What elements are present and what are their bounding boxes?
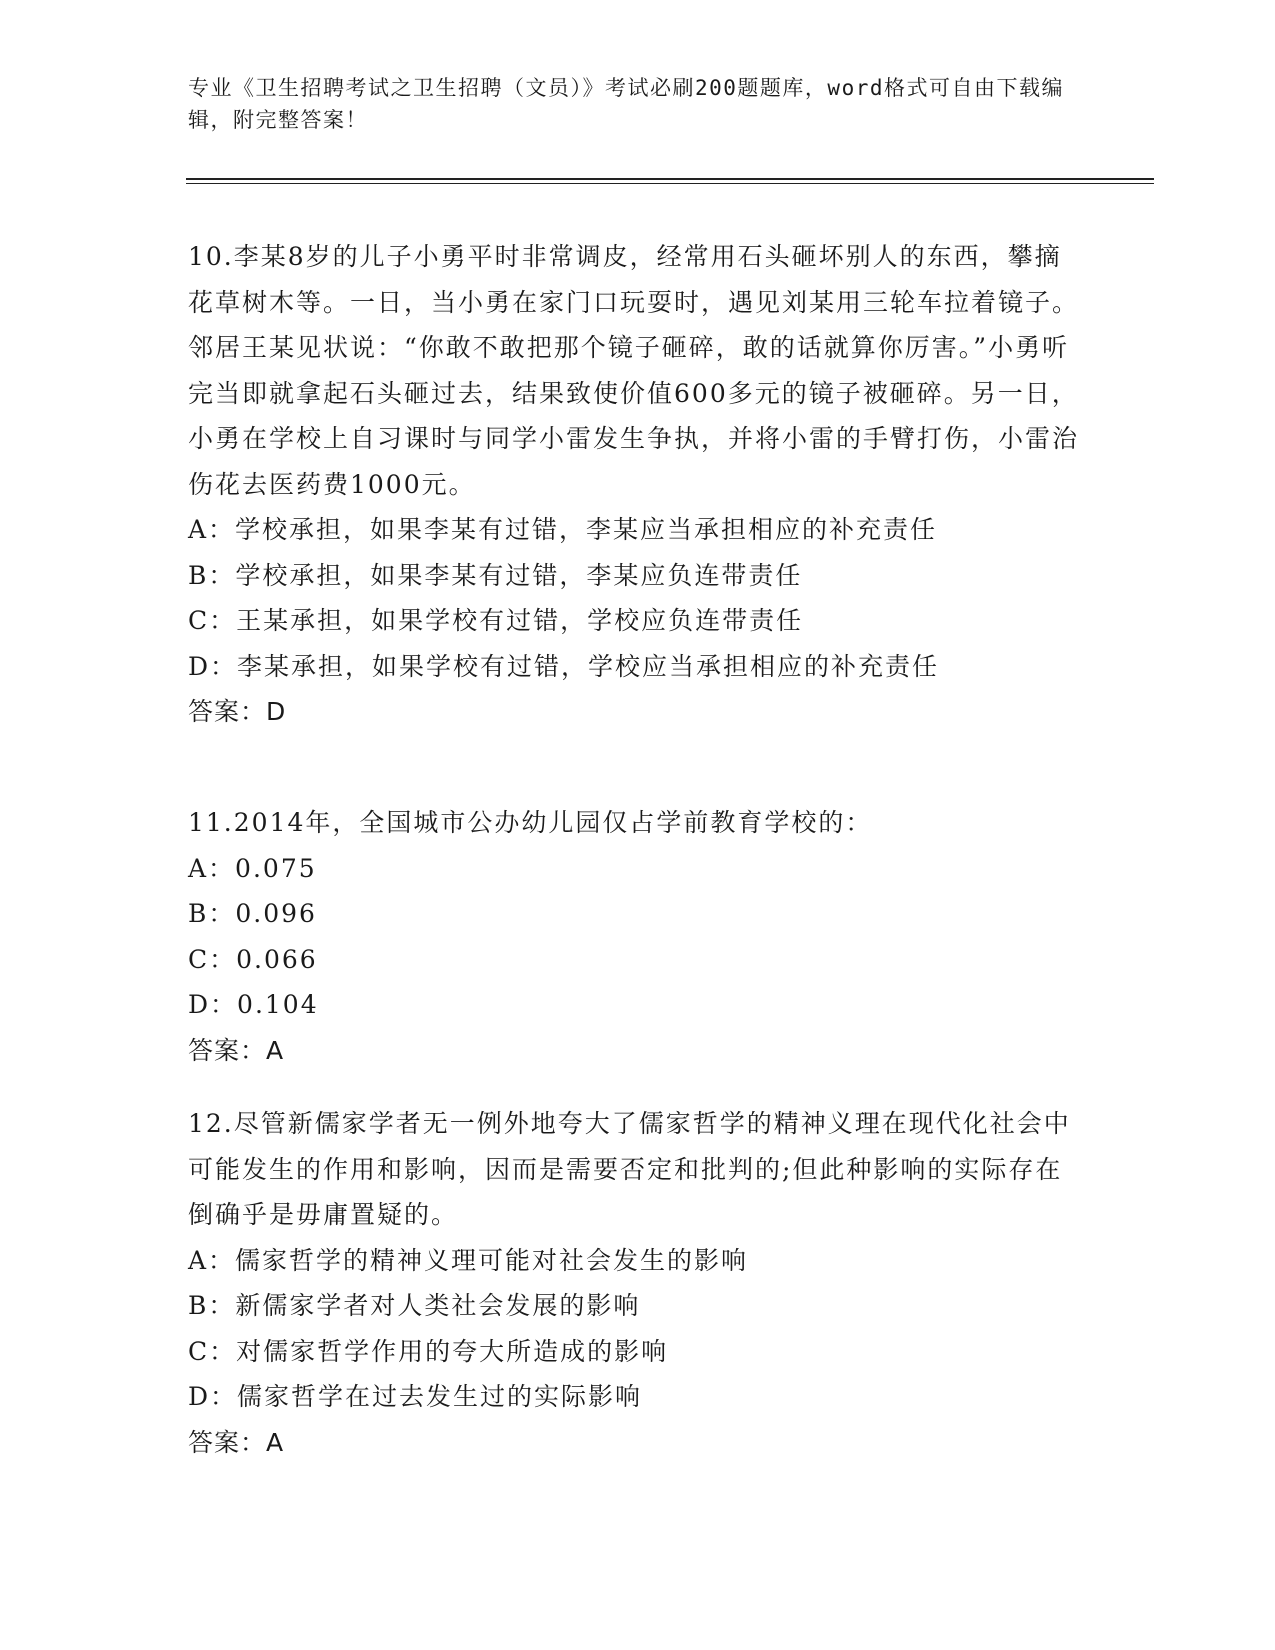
- answer: 答案：A: [188, 1035, 285, 1065]
- option-b: B：0.096: [188, 899, 317, 928]
- question-12: [188, 1101, 1088, 1465]
- option-c: C：王某承担，如果学校有过错，学校应负连带责任: [188, 606, 804, 635]
- option-a: A：儒家哲学的精神义理可能对社会发生的影响: [188, 1245, 749, 1275]
- option-a: A：0.075: [188, 853, 317, 883]
- option-d: D：0.104: [188, 990, 319, 1019]
- option-b: B：学校承担，如果李某有过错，李某应负连带责任: [188, 560, 803, 590]
- option-c: C：对儒家哲学作用的夸大所造成的影响: [188, 1336, 669, 1366]
- question-stem: 12.尽管新儒家学者无一例外地夸大了儒家哲学的精神义理在现代化社会中可能发生的作用和影响，因而是需要否定和批判的;但此种影响的实际存在倒确乎是毋庸置疑的。: [188, 1109, 1071, 1229]
- question-stem: 10.李某8岁的儿子小勇平时非常调皮，经常用石头砸坏别人的东西，攀摘花草树木等。一日，当小勇在家门口玩耍时，遇见刘某用三轮车拉着镜子。邻居王某见状说：“你敢不敢把那个镜子砸碎，敢的话就算你厉害。”小勇听完当即就拿起石头砸过去，结果致使价值600多元的镜子被砸碎。另一日，小勇在学校上自习课时与同学小雷发生争执，并将小雷的手臂打伤，小雷治伤花去医药费1000元。: [188, 242, 1080, 499]
- answer: 答案：A: [188, 1427, 285, 1457]
- document-header: 专业《卫生招聘考试之卫生招聘（文员）》考试必刷200题题库，word格式可自由下载编辑，附完整答案！: [188, 76, 1064, 132]
- option-b: B：新儒家学者对人类社会发展的影响: [188, 1291, 641, 1320]
- question-stem: 11.2014年，全国城市公办幼儿园仅占学前教育学校的：: [188, 808, 873, 837]
- option-d: D：李某承担，如果学校有过错，学校应当承担相应的补充责任: [188, 651, 940, 681]
- question-10: [188, 234, 1088, 735]
- option-a: A：学校承担，如果李某有过错，李某应当承担相应的补充责任: [188, 515, 938, 544]
- header-divider-thin: [186, 183, 1154, 184]
- option-d: D：儒家哲学在过去发生过的实际影响: [188, 1382, 643, 1411]
- option-c: C：0.066: [188, 944, 318, 974]
- answer: 答案：D: [188, 697, 287, 726]
- header-divider: [186, 178, 1154, 180]
- question-11: [188, 800, 1088, 1073]
